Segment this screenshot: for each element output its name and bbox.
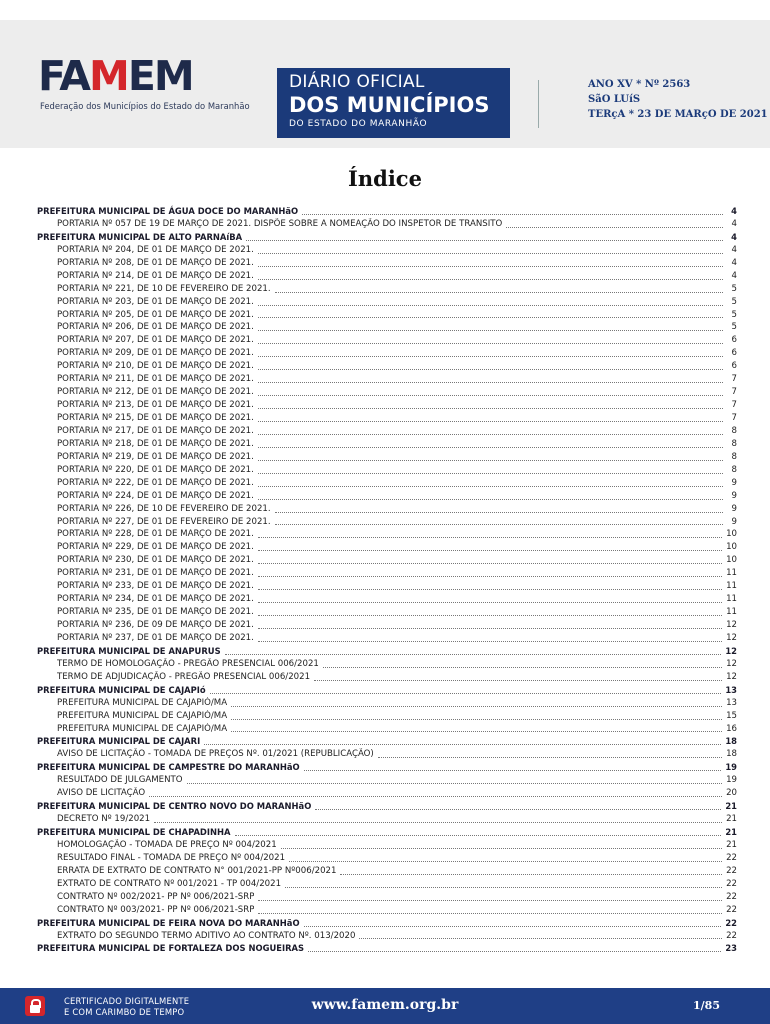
toc-entry-page: 8 bbox=[731, 464, 737, 475]
toc-entry[interactable] bbox=[37, 839, 737, 852]
toc-entry-page: 11 bbox=[726, 568, 737, 579]
toc-section-entry[interactable] bbox=[37, 761, 737, 774]
toc-leader-dots bbox=[275, 511, 723, 513]
toc-section-entry[interactable] bbox=[37, 684, 737, 697]
toc-entry[interactable] bbox=[37, 257, 737, 270]
toc-entry-title: PORTARIA Nº 219, DE 01 DE MARÇO DE 2021. bbox=[57, 451, 254, 462]
toc-leader-dots bbox=[359, 937, 722, 939]
toc-entry-title: CONTRATO Nº 002/2021- PP Nº 006/2021-SRP bbox=[57, 891, 255, 902]
toc-entry-page: 21 bbox=[725, 827, 737, 837]
toc-entry-title: PREFEITURA MUNICIPAL DE CHAPADINHA bbox=[37, 827, 231, 837]
toc-entry-page: 16 bbox=[726, 723, 737, 734]
toc-entry-title: PORTARIA Nº 206, DE 01 DE MARÇO DE 2021. bbox=[57, 322, 254, 333]
toc-leader-dots bbox=[231, 705, 722, 707]
toc-entry-page: 5 bbox=[731, 309, 737, 320]
toc-entry-title: PORTARIA Nº 230, DE 01 DE MARÇO DE 2021. bbox=[57, 555, 254, 566]
toc-leader-dots bbox=[154, 821, 722, 823]
toc-entry[interactable] bbox=[37, 386, 737, 399]
toc-entry[interactable] bbox=[37, 347, 737, 360]
toc-entry-title: PORTARIA Nº 235, DE 01 DE MARÇO DE 2021. bbox=[57, 607, 254, 618]
toc-entry[interactable] bbox=[37, 930, 737, 943]
toc-entry[interactable] bbox=[37, 244, 737, 257]
toc-section-entry[interactable] bbox=[37, 917, 737, 930]
toc-entry-page: 19 bbox=[725, 762, 737, 773]
toc-entry-page: 11 bbox=[726, 594, 737, 605]
toc-entry-title: PORTARIA Nº 213, DE 01 DE MARÇO DE 2021. bbox=[57, 400, 254, 411]
toc-entry[interactable] bbox=[37, 412, 737, 425]
toc-leader-dots bbox=[258, 627, 722, 629]
toc-leader-dots bbox=[246, 239, 723, 241]
toc-entry-title: PORTARIA Nº 204, DE 01 DE MARÇO DE 2021. bbox=[57, 244, 254, 255]
toc-leader-dots bbox=[258, 446, 723, 448]
toc-section-entry[interactable] bbox=[37, 942, 737, 955]
toc-entry-title: PREFEITURA MUNICIPAL DE FORTALEZA DOS NOGUEIRAS bbox=[37, 943, 305, 954]
toc-entry[interactable] bbox=[37, 321, 737, 334]
toc-leader-dots bbox=[204, 743, 721, 745]
toc-entry[interactable] bbox=[37, 528, 737, 541]
toc-entry-page: 21 bbox=[726, 839, 737, 850]
toc-entry[interactable] bbox=[37, 554, 737, 567]
toc-entry-page: 6 bbox=[731, 361, 737, 372]
toc-entry-page: 19 bbox=[726, 775, 737, 786]
toc-entry-title: PORTARIA Nº 214, DE 01 DE MARÇO DE 2021. bbox=[57, 270, 254, 281]
toc-leader-dots bbox=[258, 485, 723, 487]
toc-entry[interactable] bbox=[37, 904, 737, 917]
toc-entry-page: 15 bbox=[726, 710, 737, 721]
toc-leader-dots bbox=[378, 756, 722, 758]
toc-leader-dots bbox=[258, 329, 723, 331]
toc-leader-dots bbox=[258, 899, 722, 901]
header-divider bbox=[538, 80, 539, 128]
toc-leader-dots bbox=[308, 950, 721, 952]
toc-leader-dots bbox=[258, 368, 723, 370]
toc-entry-title: PORTARIA Nº 237, DE 01 DE MARÇO DE 2021. bbox=[57, 632, 254, 643]
toc-entry-page: 22 bbox=[725, 917, 737, 928]
toc-section-entry[interactable] bbox=[37, 735, 737, 748]
toc-entry[interactable] bbox=[37, 309, 737, 322]
toc-entry-page: 8 bbox=[731, 438, 737, 449]
toc-entry[interactable] bbox=[37, 748, 737, 761]
toc-leader-dots bbox=[258, 381, 723, 383]
toc-leader-dots bbox=[258, 459, 723, 461]
toc-leader-dots bbox=[210, 692, 722, 694]
toc-leader-dots bbox=[275, 523, 723, 525]
toc-entry-title: PREFEITURA MUNICIPAL DE CAMPESTRE DO MARANHãO bbox=[37, 762, 300, 773]
toc-entry-page: 13 bbox=[726, 697, 737, 708]
toc-entry-page: 9 bbox=[731, 490, 737, 501]
toc-entry-page: 6 bbox=[731, 348, 737, 359]
logo-subtitle: Federação dos Municípios do Estado do Maranhão bbox=[40, 101, 250, 111]
toc-entry-page: 4 bbox=[731, 244, 737, 255]
logo-part-2: M bbox=[89, 52, 128, 100]
toc-entry[interactable] bbox=[37, 658, 737, 671]
toc-entry[interactable] bbox=[37, 464, 737, 477]
toc-entry-title: TERMO DE ADJUDICAÇÃO - PREGÃO PRESENCIAL 006/2021 bbox=[57, 671, 311, 682]
toc-entry[interactable] bbox=[37, 671, 737, 684]
toc-entry[interactable] bbox=[37, 723, 737, 736]
toc-entry-title: PORTARIA Nº 234, DE 01 DE MARÇO DE 2021. bbox=[57, 594, 254, 605]
toc-entry[interactable] bbox=[37, 813, 737, 826]
toc-entry-title: PORTARIA Nº 228, DE 01 DE MARÇO DE 2021. bbox=[57, 529, 254, 540]
toc-entry-title: PORTARIA Nº 215, DE 01 DE MARÇO DE 2021. bbox=[57, 413, 254, 423]
toc-entry-title: TERMO DE HOMOLOGAÇÃO - PREGÃO PRESENCIAL 006/2021 bbox=[57, 658, 319, 669]
toc-entry-title: PREFEITURA MUNICIPAL DE CAJAPIÓ/MA bbox=[57, 697, 228, 708]
toc-entry-page: 10 bbox=[726, 529, 737, 540]
toc-entry-title: PORTARIA Nº 236, DE 09 DE MARÇO DE 2021. bbox=[57, 620, 254, 630]
toc-entry-title: ERRATA DE EXTRATO DE CONTRATO N° 001/2021-PP Nº006/2021 bbox=[57, 865, 337, 876]
diario-oficial-banner bbox=[277, 68, 510, 138]
toc-entry-title: RESULTADO FINAL - TOMADA DE PREÇO Nº 004/2021 bbox=[57, 852, 286, 863]
page-footer bbox=[0, 988, 770, 1024]
toc-leader-dots bbox=[258, 252, 723, 254]
toc-leader-dots bbox=[231, 718, 722, 720]
toc-entry-page: 5 bbox=[731, 322, 737, 333]
toc-entry-page: 7 bbox=[731, 374, 737, 385]
toc-entry-title: PREFEITURA MUNICIPAL DE CENTRO NOVO DO MARANHãO bbox=[37, 801, 312, 812]
toc-leader-dots bbox=[258, 549, 722, 551]
toc-entry-page: 22 bbox=[726, 904, 737, 915]
diario-title-line3: DO ESTADO DO MARANHÃO bbox=[289, 119, 428, 129]
toc-entry-title: PORTARIA Nº 217, DE 01 DE MARÇO DE 2021. bbox=[57, 425, 254, 436]
cert-line-2: E COM CARIMBO DE TEMPO bbox=[64, 1007, 185, 1017]
toc-entry-page: 22 bbox=[726, 930, 737, 941]
toc-entry-title: PORTARIA Nº 210, DE 01 DE MARÇO DE 2021. bbox=[57, 361, 254, 372]
toc-leader-dots bbox=[235, 834, 722, 836]
toc-entry-page: 4 bbox=[731, 218, 737, 229]
toc-section-entry[interactable] bbox=[37, 645, 737, 658]
toc-section-entry[interactable] bbox=[37, 231, 737, 244]
toc-leader-dots bbox=[187, 782, 723, 784]
footer-url-link[interactable]: www.famem.org.br bbox=[311, 997, 459, 1013]
toc-entry-page: 7 bbox=[731, 413, 737, 423]
toc-entry[interactable] bbox=[37, 296, 737, 309]
toc-entry-page: 4 bbox=[731, 270, 737, 281]
logo-part-3: EM bbox=[127, 52, 193, 100]
toc-leader-dots bbox=[258, 407, 723, 409]
toc-entry-title: PREFEITURA MUNICIPAL DE ÁGUA DOCE DO MARANHãO bbox=[37, 206, 299, 216]
toc-leader-dots bbox=[304, 925, 722, 927]
toc-leader-dots bbox=[323, 666, 722, 668]
toc-leader-dots bbox=[258, 278, 723, 280]
toc-entry-title: AVISO DE LICITAÇÃO - TOMADA DE PREÇOS Nº. 01/2021 (REPUBLICAÇÃO) bbox=[57, 749, 374, 760]
toc-entry-page: 22 bbox=[726, 891, 737, 902]
toc-leader-dots bbox=[258, 355, 723, 357]
toc-entry[interactable] bbox=[37, 218, 737, 231]
toc-leader-dots bbox=[258, 394, 723, 396]
logo-part-1: FA bbox=[38, 52, 90, 100]
toc-leader-dots bbox=[302, 213, 723, 215]
toc-entry-page: 9 bbox=[731, 516, 737, 527]
toc-entry-title: PREFEITURA MUNICIPAL DE FEIRA NOVA DO MARANHãO bbox=[37, 917, 300, 928]
toc-section-entry[interactable] bbox=[37, 205, 737, 218]
toc-leader-dots bbox=[258, 304, 723, 306]
toc-leader-dots bbox=[258, 498, 723, 500]
toc-entry[interactable] bbox=[37, 891, 737, 904]
toc-entry-title: PORTARIA Nº 220, DE 01 DE MARÇO DE 2021. bbox=[57, 464, 254, 475]
toc-entry[interactable] bbox=[37, 490, 737, 503]
toc-entry-page: 8 bbox=[731, 425, 737, 436]
toc-entry-page: 11 bbox=[726, 607, 737, 618]
toc-entry-title: EXTRATO DE CONTRATO Nº 001/2021 - TP 004/2021 bbox=[57, 878, 282, 889]
toc-entry-page: 10 bbox=[726, 542, 737, 553]
toc-entry-title: PREFEITURA MUNICIPAL DE ALTO PARNAíBA bbox=[37, 231, 243, 242]
toc-leader-dots bbox=[258, 562, 722, 564]
page-number: 1/85 bbox=[693, 999, 720, 1012]
toc-leader-dots bbox=[258, 316, 723, 318]
toc-entry-page: 22 bbox=[726, 852, 737, 863]
toc-entry-title: HOMOLOGAÇÃO - TOMADA DE PREÇO Nº 004/2021 bbox=[57, 839, 277, 850]
toc-entry-page: 10 bbox=[726, 555, 737, 566]
toc-leader-dots bbox=[314, 679, 722, 681]
toc-leader-dots bbox=[258, 575, 722, 577]
toc-entry-title: PORTARIA Nº 203, DE 01 DE MARÇO DE 2021. bbox=[57, 296, 254, 307]
toc-entry-title: PORTARIA Nº 212, DE 01 DE MARÇO DE 2021. bbox=[57, 387, 254, 398]
toc-entry-page: 9 bbox=[731, 477, 737, 488]
toc-entry[interactable] bbox=[37, 541, 737, 554]
toc-entry-title: EXTRATO DO SEGUNDO TERMO ADITIVO AO CONTRATO Nº. 013/2020 bbox=[57, 930, 356, 941]
toc-entry-page: 4 bbox=[731, 257, 737, 268]
toc-leader-dots bbox=[258, 640, 722, 642]
toc-entry-page: 9 bbox=[731, 503, 737, 514]
toc-entry-title: PORTARIA Nº 205, DE 01 DE MARÇO DE 2021. bbox=[57, 309, 254, 320]
toc-entry[interactable] bbox=[37, 710, 737, 723]
toc-leader-dots bbox=[231, 730, 722, 732]
diario-title-line1: DIÁRIO OFICIAL bbox=[289, 72, 425, 92]
toc-entry[interactable] bbox=[37, 606, 737, 619]
toc-leader-dots bbox=[258, 912, 722, 914]
toc-entry-title: PORTARIA Nº 211, DE 01 DE MARÇO DE 2021. bbox=[57, 374, 254, 385]
toc-entry[interactable] bbox=[37, 270, 737, 283]
toc-entry-page: 21 bbox=[725, 801, 737, 812]
edition-city: SãO LUíS bbox=[588, 94, 641, 105]
toc-entry-title: PREFEITURA MUNICIPAL DE CAJARI bbox=[37, 736, 201, 747]
toc-entry-title: RESULTADO DE JULGAMENTO bbox=[57, 775, 183, 786]
toc-leader-dots bbox=[258, 420, 723, 422]
toc-entry-page: 7 bbox=[731, 400, 737, 411]
toc-entry-page: 5 bbox=[731, 283, 737, 294]
logo-wordmark bbox=[38, 52, 193, 100]
toc-entry[interactable] bbox=[37, 852, 737, 865]
toc-entry-title: PORTARIA Nº 224, DE 01 DE MARÇO DE 2021. bbox=[57, 490, 254, 501]
toc-leader-dots bbox=[258, 588, 722, 590]
toc-entry[interactable] bbox=[37, 580, 737, 593]
toc-entry[interactable] bbox=[37, 360, 737, 373]
toc-entry-title: PREFEITURA MUNICIPAL DE ANAPURUS bbox=[37, 645, 221, 656]
toc-entry[interactable] bbox=[37, 451, 737, 464]
toc-entry-title: PORTARIA Nº 207, DE 01 DE MARÇO DE 2021. bbox=[57, 335, 254, 346]
toc-entry[interactable] bbox=[37, 787, 737, 800]
toc-entry[interactable] bbox=[37, 774, 737, 787]
toc-entry-page: 4 bbox=[731, 206, 737, 216]
toc-entry-page: 20 bbox=[726, 788, 737, 799]
toc-leader-dots bbox=[258, 433, 723, 435]
toc-entry-title: AVISO DE LICITAÇÃO bbox=[57, 788, 146, 799]
toc-entry[interactable] bbox=[37, 632, 737, 645]
cert-line-1: CERTIFICADO DIGITALMENTE bbox=[64, 996, 190, 1006]
toc-entry[interactable] bbox=[37, 878, 737, 891]
toc-entry[interactable] bbox=[37, 516, 737, 529]
toc-entry-page: 12 bbox=[726, 632, 737, 643]
toc-entry-title: PREFEITURA MUNICIPAL DE CAJAPIÓ/MA bbox=[57, 710, 228, 721]
toc-entry-title: PREFEITURA MUNICIPAL DE CAJAPIó bbox=[37, 684, 206, 695]
toc-entry[interactable] bbox=[37, 334, 737, 347]
toc-entry-page: 21 bbox=[726, 814, 737, 825]
toc-entry-title: PORTARIA Nº 218, DE 01 DE MARÇO DE 2021. bbox=[57, 438, 254, 449]
toc-leader-dots bbox=[285, 886, 722, 888]
toc-entry[interactable] bbox=[37, 399, 737, 412]
toc-entry-title: DECRETO Nº 19/2021 bbox=[57, 814, 151, 825]
edition-date: TERçA * 23 DE MARçO DE 2021 bbox=[588, 109, 768, 120]
toc-entry[interactable] bbox=[37, 619, 737, 632]
page-header bbox=[0, 20, 770, 148]
toc-entry[interactable] bbox=[37, 593, 737, 606]
toc-entry-page: 11 bbox=[726, 581, 737, 592]
toc-leader-dots bbox=[149, 795, 722, 797]
toc-entry[interactable] bbox=[37, 697, 737, 710]
edition-number: ANO XV * Nº 2563 bbox=[588, 79, 691, 90]
toc-entry-page: 12 bbox=[725, 645, 737, 656]
toc-entry-page: 7 bbox=[731, 387, 737, 398]
toc-entry-page: 12 bbox=[726, 671, 737, 682]
page-title: Índice bbox=[348, 166, 422, 191]
toc-leader-dots bbox=[340, 873, 722, 875]
toc-entry-page: 18 bbox=[725, 736, 737, 747]
toc-entry-title: CONTRATO Nº 003/2021- PP Nº 006/2021-SRP bbox=[57, 904, 255, 915]
toc-entry-page: 8 bbox=[731, 451, 737, 462]
toc-entry-title: PORTARIA Nº 222, DE 01 DE MARÇO DE 2021. bbox=[57, 477, 254, 488]
toc-leader-dots bbox=[258, 536, 722, 538]
toc-leader-dots bbox=[258, 472, 723, 474]
toc-entry-page: 5 bbox=[731, 296, 737, 307]
toc-entry-title: PORTARIA Nº 209, DE 01 DE MARÇO DE 2021. bbox=[57, 348, 254, 359]
toc-entry[interactable] bbox=[37, 438, 737, 451]
famem-logo bbox=[38, 52, 250, 136]
toc-entry-title: PORTARIA Nº 229, DE 01 DE MARÇO DE 2021. bbox=[57, 542, 254, 553]
toc-entry-page: 22 bbox=[726, 878, 737, 889]
toc-entry-page: 13 bbox=[725, 684, 737, 695]
toc-section-entry[interactable] bbox=[37, 800, 737, 813]
diario-title-line2: DOS MUNICÍPIOS bbox=[289, 93, 490, 117]
toc-entry-title: PORTARIA Nº 057 DE 19 DE MARÇO DE 2021. DISPÕE SOBRE A NOMEAÇÃO DO INSPETOR DE TRANSITO bbox=[57, 218, 503, 229]
toc-leader-dots bbox=[258, 614, 722, 616]
toc-entry-page: 23 bbox=[725, 943, 737, 954]
toc-entry-title: PORTARIA Nº 226, DE 10 DE FEVEREIRO DE 2021. bbox=[57, 503, 271, 514]
toc-entry[interactable] bbox=[37, 567, 737, 580]
table-of-contents bbox=[37, 205, 737, 955]
toc-entry-page: 18 bbox=[726, 749, 737, 760]
toc-entry-page: 12 bbox=[726, 658, 737, 669]
toc-entry-title: PORTARIA Nº 231, DE 01 DE MARÇO DE 2021. bbox=[57, 568, 254, 579]
toc-entry[interactable] bbox=[37, 503, 737, 516]
toc-entry[interactable] bbox=[37, 283, 737, 296]
toc-entry[interactable] bbox=[37, 477, 737, 490]
toc-entry-page: 4 bbox=[731, 231, 737, 242]
toc-leader-dots bbox=[289, 860, 722, 862]
toc-entry-title: PORTARIA Nº 208, DE 01 DE MARÇO DE 2021. bbox=[57, 257, 254, 268]
edition-info bbox=[588, 77, 768, 122]
toc-leader-dots bbox=[258, 342, 723, 344]
toc-leader-dots bbox=[315, 808, 721, 810]
toc-entry-page: 22 bbox=[726, 865, 737, 876]
toc-entry-title: PORTARIA Nº 233, DE 01 DE MARÇO DE 2021. bbox=[57, 581, 254, 592]
toc-entry-page: 12 bbox=[726, 620, 737, 630]
toc-leader-dots bbox=[304, 769, 722, 771]
toc-entry[interactable] bbox=[37, 865, 737, 878]
toc-entry[interactable] bbox=[37, 373, 737, 386]
toc-leader-dots bbox=[281, 847, 722, 849]
toc-leader-dots bbox=[258, 265, 723, 267]
toc-leader-dots bbox=[275, 291, 723, 293]
toc-entry[interactable] bbox=[37, 425, 737, 438]
toc-leader-dots bbox=[258, 601, 722, 603]
toc-leader-dots bbox=[225, 653, 722, 655]
toc-entry-title: PREFEITURA MUNICIPAL DE CAJAPIÓ/MA bbox=[57, 723, 228, 734]
toc-section-entry[interactable] bbox=[37, 826, 737, 839]
toc-leader-dots bbox=[506, 226, 723, 228]
toc-entry-title: PORTARIA Nº 227, DE 01 DE FEVEREIRO DE 2021. bbox=[57, 516, 271, 527]
toc-entry-title: PORTARIA Nº 221, DE 10 DE FEVEREIRO DE 2021. bbox=[57, 283, 271, 294]
toc-entry-page: 6 bbox=[731, 335, 737, 346]
